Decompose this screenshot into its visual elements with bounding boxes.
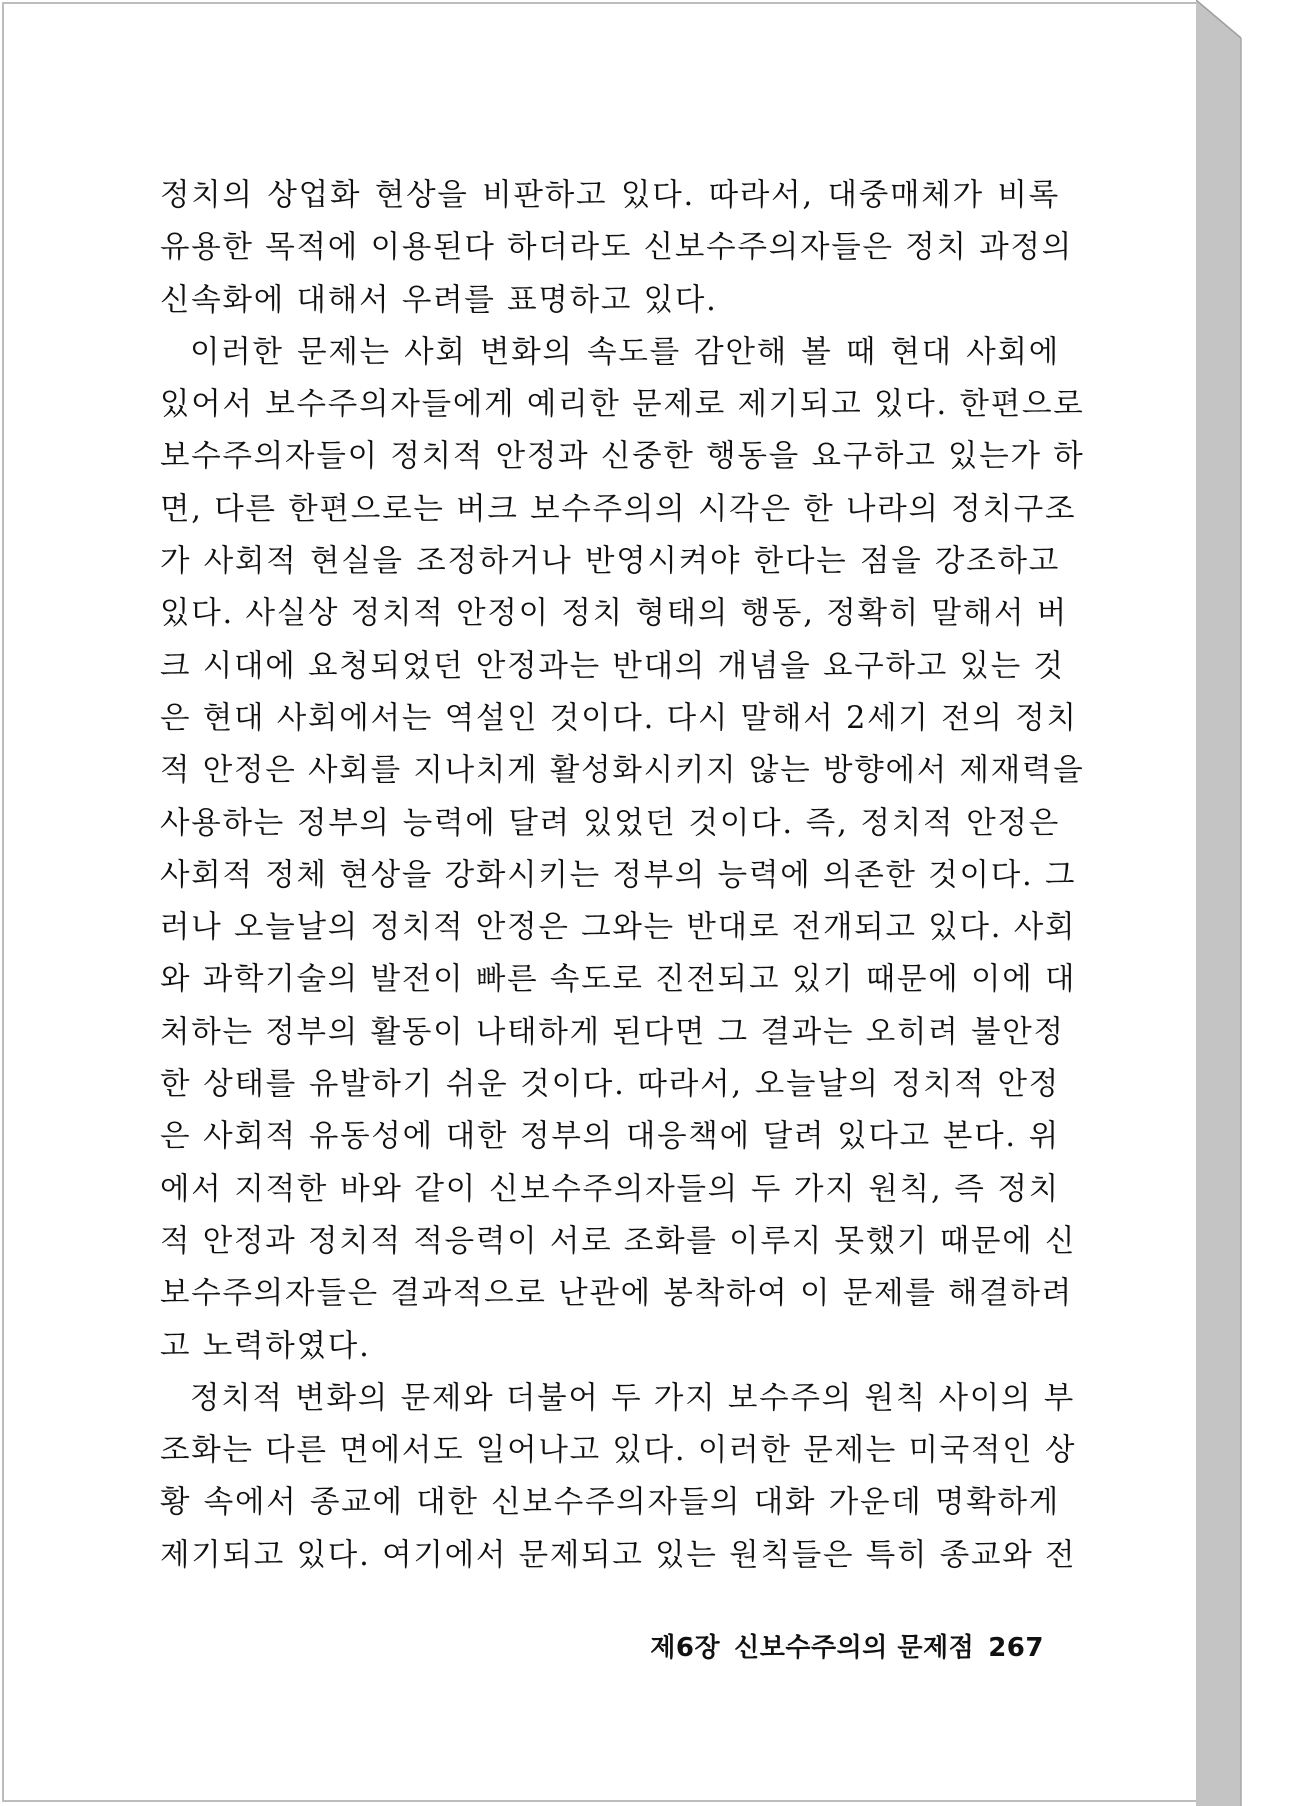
text-line: 에서 지적한 바와 같이 신보수주의자들의 두 가지 원칙, 즉 정치 (160, 1171, 1060, 1207)
text-line: 보수주의자들은 결과적으로 난관에 봉착하여 이 문제를 해결하려 (160, 1276, 1074, 1312)
text-line: 신속화에 대해서 우려를 표명하고 있다. (160, 282, 718, 318)
text-line: 있다. 사실상 정치적 안정이 정치 형태의 행동, 정확히 말해서 버 (160, 596, 1069, 632)
text-line: 조화는 다른 면에서도 일어나고 있다. 이러한 문제는 미국적인 상 (160, 1433, 1077, 1469)
text-line: 면, 다른 한편으로는 버크 보수주의의 시각은 한 나라의 정치구조 (160, 491, 1077, 527)
footer-chapter: 제6장 (650, 1633, 721, 1663)
text-line: 러나 오늘날의 정치적 안정은 그와는 반대로 전개되고 있다. 사회 (160, 910, 1077, 946)
text-line: 사회적 정체 현상을 강화시키는 정부의 능력에 의존한 것이다. 그 (160, 857, 1077, 893)
text-line: 가 사회적 현실을 조정하거나 반영시켜야 한다는 점을 강조하고 (160, 544, 1060, 580)
body-text (160, 170, 1085, 1582)
book-page (2, 2, 1196, 1802)
text-line: 유용한 목적에 이용된다 하더라도 신보수주의자들은 정치 과정의 (160, 230, 1074, 266)
footer-title: 신보수주의의 문제점 (734, 1633, 975, 1663)
text-line: 적 안정은 사회를 지나치게 활성화시키지 않는 방향에서 제재력을 (160, 753, 1085, 789)
text-line: 사용하는 정부의 능력에 달려 있었던 것이다. 즉, 정치적 안정은 (160, 805, 1060, 841)
text-line: 와 과학기술의 발전이 빠른 속도로 진전되고 있기 때문에 이에 대 (160, 962, 1077, 998)
text-line: 황 속에서 종교에 대한 신보수주의자들의 대화 가운데 명확하게 (160, 1485, 1060, 1521)
text-line: 보수주의자들이 정치적 안정과 신중한 행동을 요구하고 있는가 하 (160, 439, 1085, 475)
page-stack-edge (1196, 0, 1256, 1806)
paragraph-start-line: 정치적 변화의 문제와 더불어 두 가지 보수주의 원칙 사이의 부 (190, 1380, 1076, 1416)
page-number: 267 (988, 1633, 1044, 1663)
text-line: 정치의 상업화 현상을 비판하고 있다. 따라서, 대중매체가 비록 (160, 178, 1060, 213)
page-stack-side (1196, 0, 1241, 1806)
text-line: 처하는 정부의 활동이 나태하게 된다면 그 결과는 오히려 불안정 (160, 1014, 1065, 1050)
page-stack-edge-graphic (1196, 0, 1256, 1806)
text-line: 한 상태를 유발하기 쉬운 것이다. 따라서, 오늘날의 정치적 안정 (160, 1067, 1060, 1103)
text-line: 고 노력하였다. (160, 1328, 371, 1364)
text-line: 은 현대 사회에서는 역설인 것이다. 다시 말해서 2세기 전의 정치 (160, 700, 1078, 736)
text-line: 있어서 보수주의자들에게 예리한 문제로 제기되고 있다. 한편으로 (160, 387, 1085, 423)
text-line: 적 안정과 정치적 적응력이 서로 조화를 이루지 못했기 때문에 신 (160, 1223, 1077, 1259)
running-footer (644, 1627, 1044, 1664)
text-line: 크 시대에 요청되었던 안정과는 반대의 개념을 요구하고 있는 것 (160, 648, 1065, 684)
text-line: 은 사회적 유동성에 대한 정부의 대응책에 달려 있다고 본다. 위 (160, 1119, 1060, 1155)
text-line: 제기되고 있다. 여기에서 문제되고 있는 원칙들은 특히 종교와 전 (160, 1537, 1077, 1573)
paragraph-start-line: 이러한 문제는 사회 변화의 속도를 감안해 볼 때 현대 사회에 (190, 334, 1061, 370)
